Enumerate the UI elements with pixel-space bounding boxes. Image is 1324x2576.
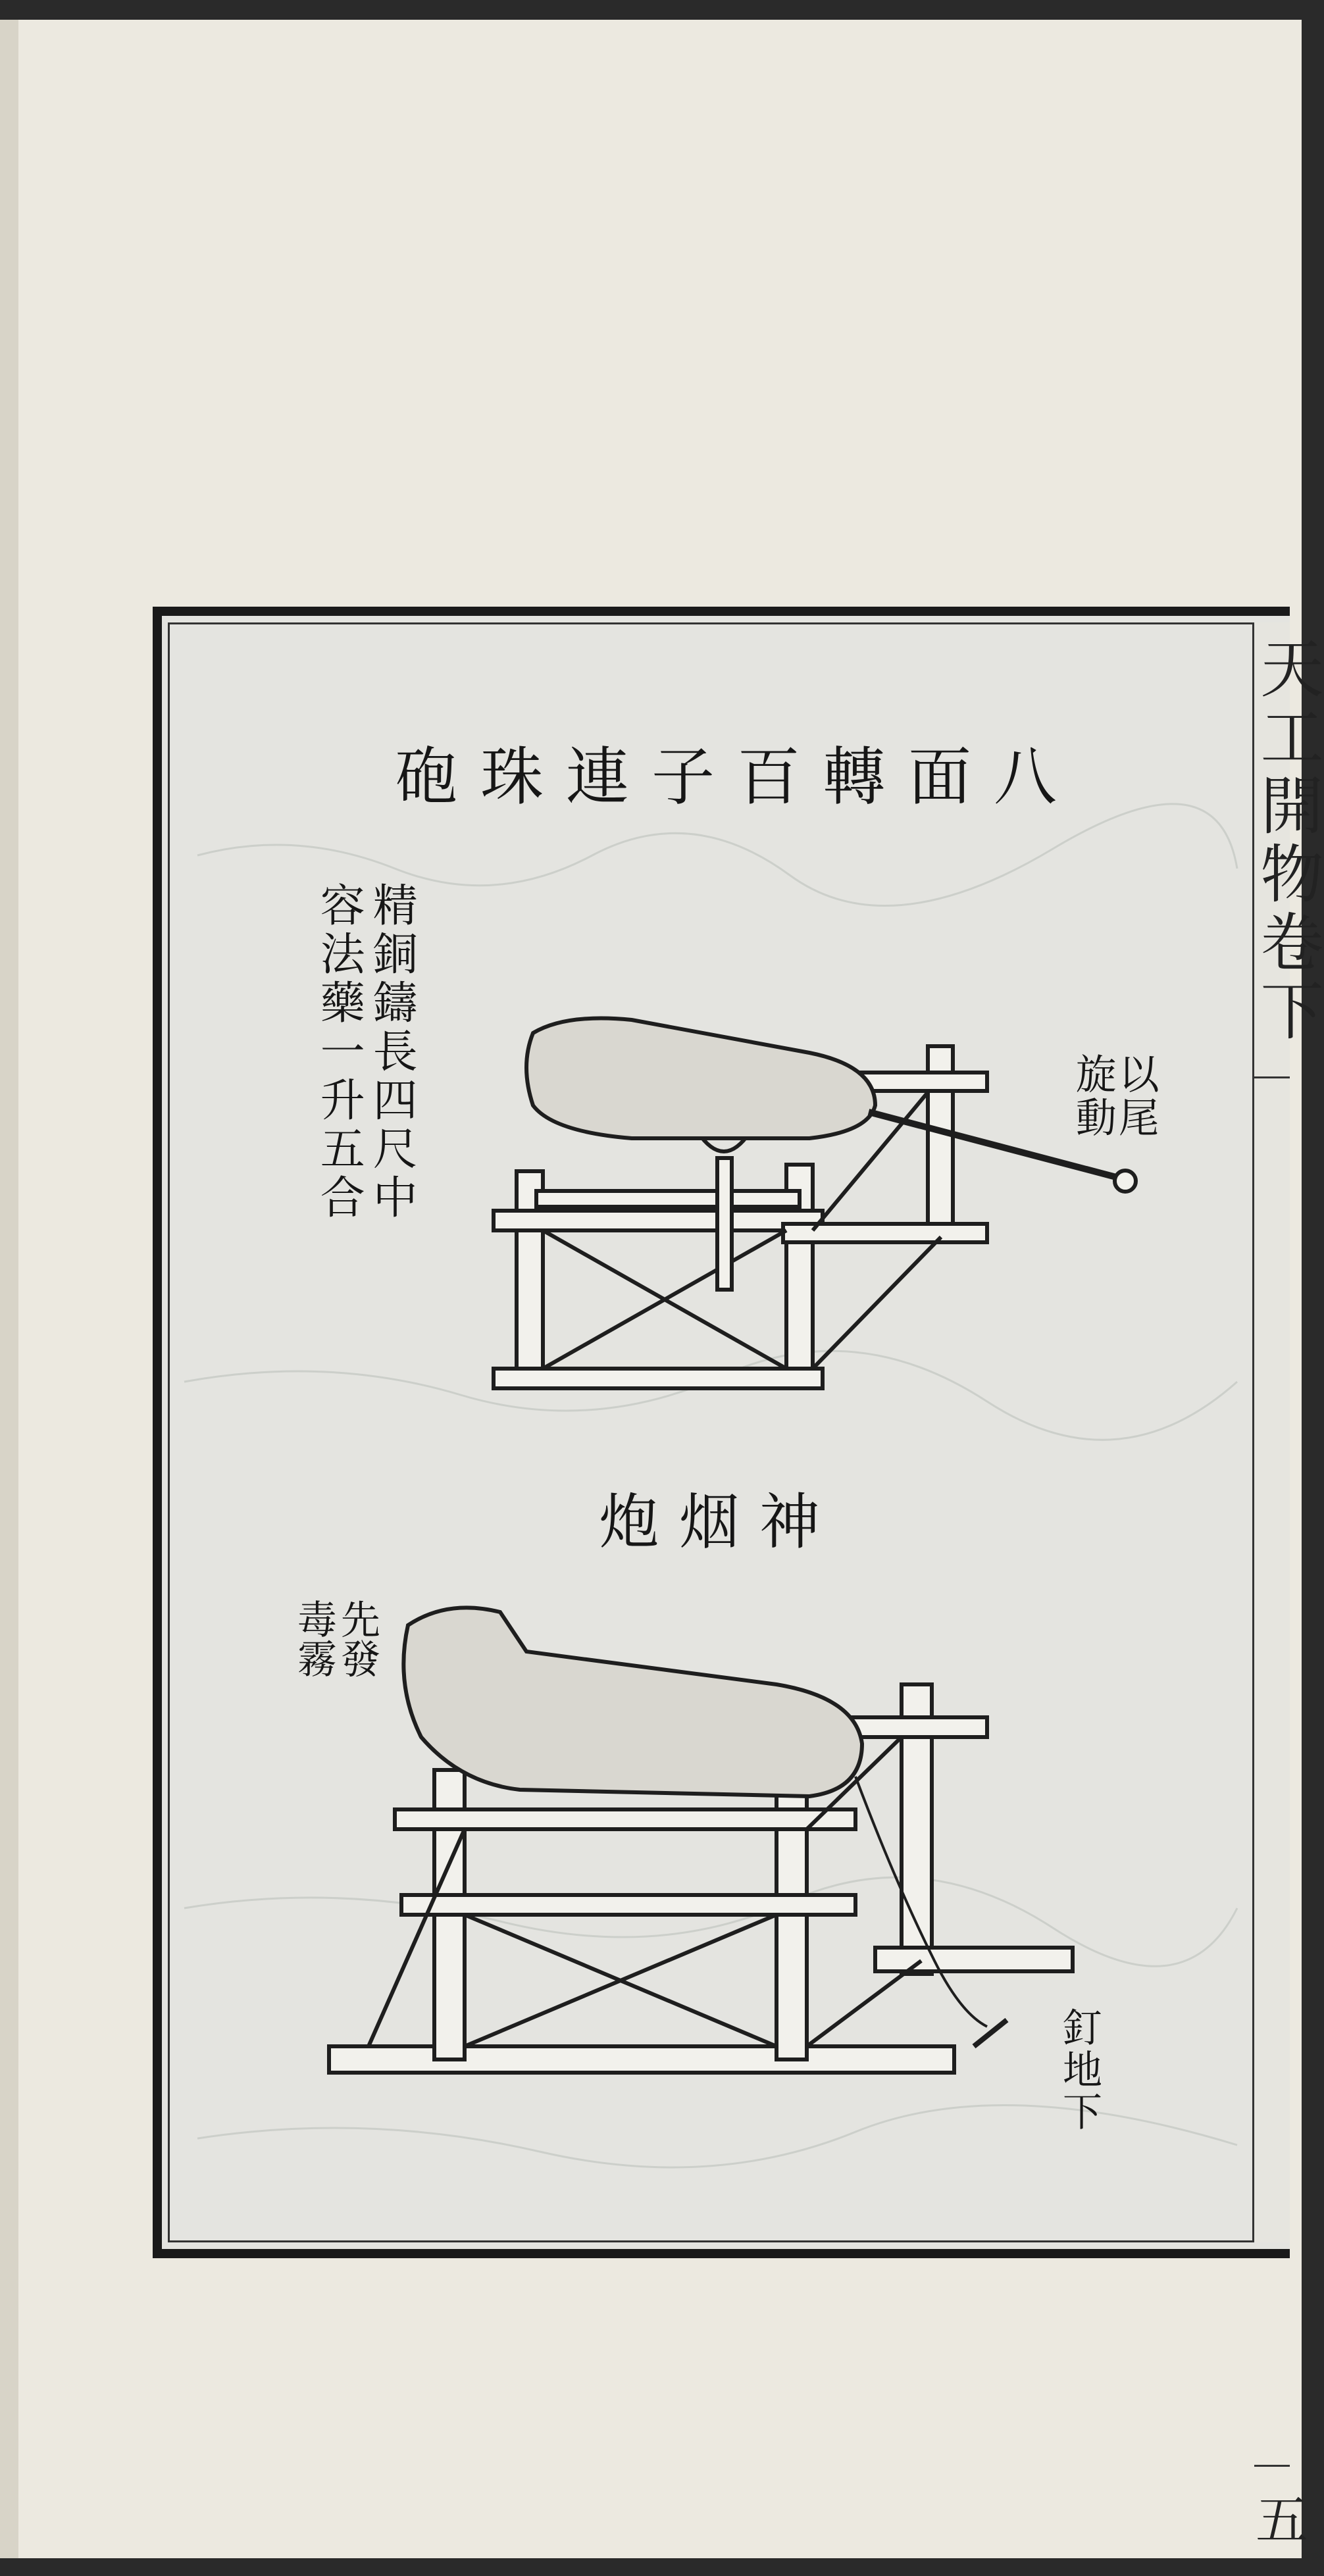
upper-cannon-barrel [526,1019,1136,1192]
lower-note-left-col2: 毒霧 [291,1599,337,1678]
lower-note-left-col1: 先發 [334,1599,380,1678]
folio-number: 五 [1256,2490,1308,2551]
upper-note-right-col2: 旋動 [1069,1053,1117,1140]
lower-note-right: 釘地下 [1056,2007,1102,2133]
upper-note-right-col1: 以尾 [1111,1053,1160,1140]
upper-note-left-col2: 容法藥一升五合 [313,882,365,1223]
lower-figure-title: 神烟炮 [599,1487,840,1557]
book-margin-title: 天工開物卷下 [1250,636,1324,1046]
upper-note-left-col1: 精銅鑄長四尺中 [365,882,418,1223]
upper-figure-title: 八面轉百子連珠砲 [395,740,1079,814]
